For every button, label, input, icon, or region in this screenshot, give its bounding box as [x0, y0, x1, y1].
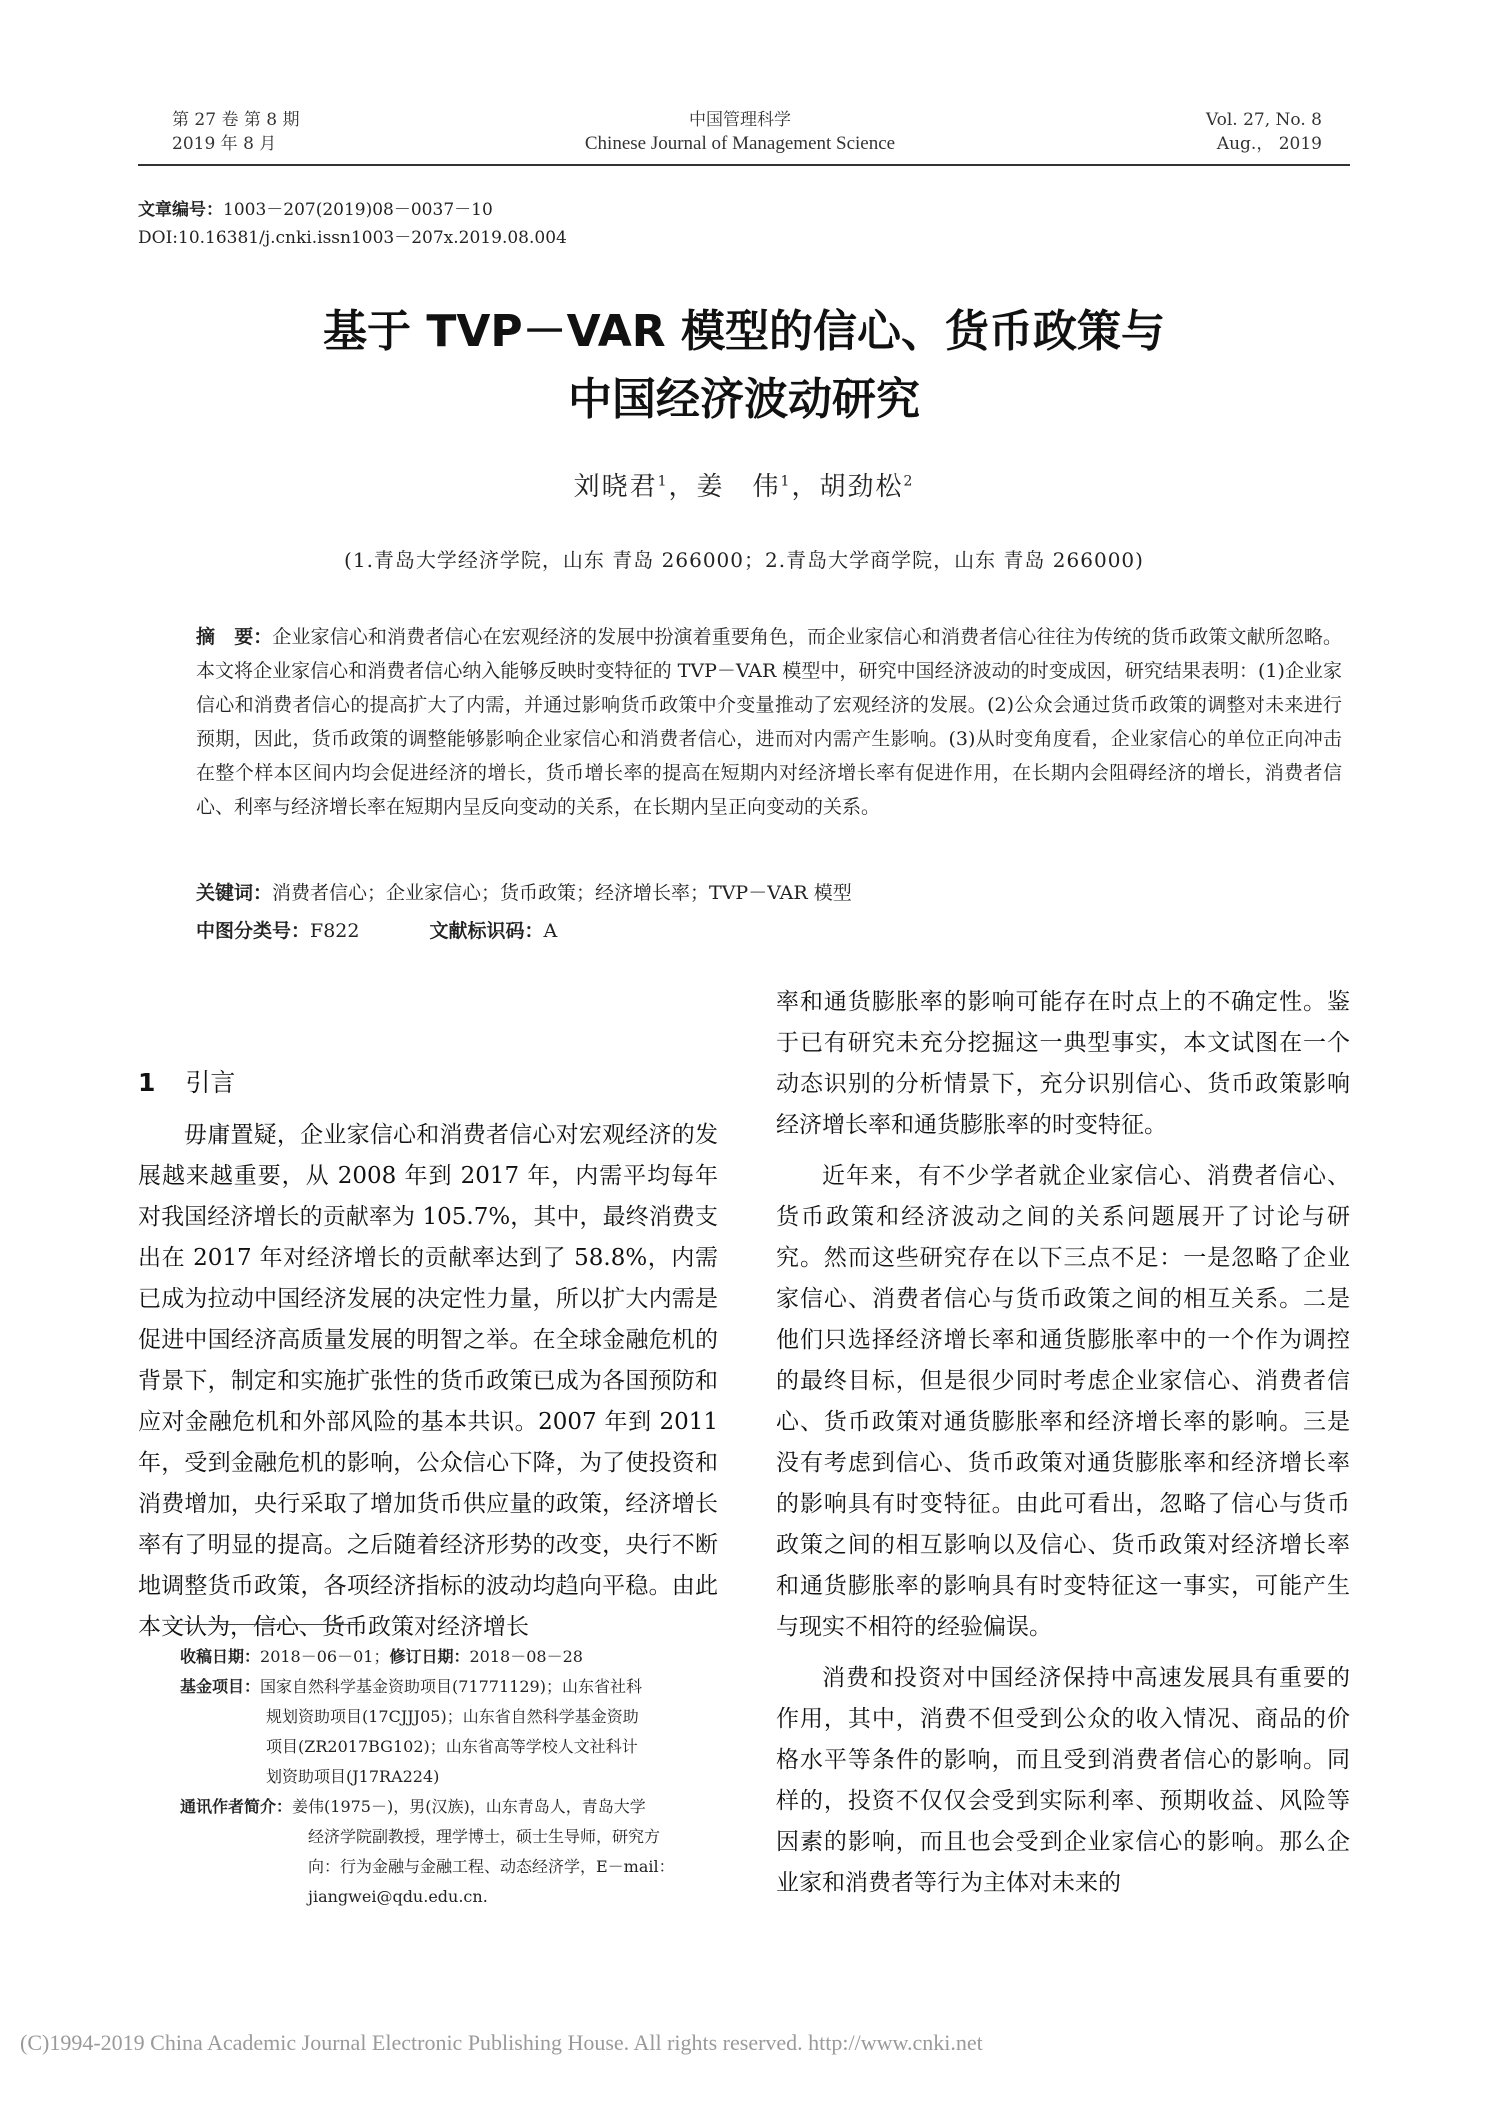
abstract-text: 企业家信心和消费者信心在宏观经济的发展中扮演着重要角色，而企业家信心和消费者信心往往为传统的货币政策文献所忽略。本文将企业家信心和消费者信心纳入能够反映时变特征的 TVP－VAR 模型中，研究中国经济波动的时变成因，研究结果表明：(1)企业家信心和消费者信心的提高扩大了内需，并通过影响货币政策中介变量推动了宏观经济的发展。(2)公众会通过货币政策的调整对未来进行预期，因此，货币政策的调整能够影响企业家信心和消费者信心，进而对内需产生影响。(3)从时变角度看，企业家信心的单位正向冲击在整个样本区间内均会促进经济的增长，货币增长率的提高在短期内对经济增长率有促进作用，在长期内会阻碍经济的增长，消费者信心、利率与经济增长率在短期内呈反向变动的关系，在长期内呈正向变动的关系。: [196, 626, 1342, 818]
revised-label: 修订日期：: [389, 1647, 470, 1666]
clc-code: F822: [310, 920, 360, 942]
keywords: [196, 876, 1342, 910]
paper-title: [138, 298, 1350, 434]
author-email: jiangwei@qdu.edu.cn.: [308, 1887, 488, 1906]
article-meta: [138, 196, 567, 252]
header-journal: [520, 108, 960, 156]
copyright-notice: (C)1994-2019 China Academic Journal Electronic Publishing House. All rights reserved. http://www.cnki.net: [20, 2030, 983, 2055]
title-line-1: 基于 TVP－VAR 模型的信心、货币政策与: [323, 306, 1165, 357]
author-3: 胡劲松: [819, 472, 904, 502]
doc-code-label: 文献标识码：: [429, 920, 544, 942]
author-bio-line: 姜伟(1975－)，男(汉族)，山东青岛人，青岛大学: [292, 1797, 646, 1816]
author-list: 刘晓君$^1$，姜 伟$^1$，胡劲松$^2$: [573, 472, 915, 502]
abstract: [196, 620, 1342, 824]
paragraph: 毋庸置疑，企业家信心和消费者信心对宏观经济的发展越来越重要，从 2008 年到 2017 年，内需平均每年对我国经济增长的贡献率为 105.7%，其中，最终消费支出在 2017 年对经济增长的贡献率达到了 58.8%，内需已成为拉动中国经济发展的决定性力量，所以扩大内需是促进中国经济高质量发展的明智之举。在全球金融危机的背景下，制定和实施扩张性的货币政策已成为各国预防和应对金融危机和外部风险的基本共识。2007 年到 2011 年，受到金融危机的影响，公众信心下降，为了使投资和消费增加，央行采取了增加货币供应量的政策，经济增长率有了明显的提高。之后随着经济形势的改变，央行不断地调整货币政策，各项经济指标的波动均趋向平稳。由此本文认为，信心、货币政策对经济增长: [138, 1122, 718, 1640]
journal-name-en: Chinese Journal of Management Science: [584, 133, 896, 154]
clc-label: 中图分类号：: [196, 920, 311, 942]
author-bio-label: 通讯作者简介：: [180, 1797, 293, 1816]
author-1-affil: 1: [657, 473, 669, 490]
fund-line: 规划资助项目(17CJJJ05)；山东省自然科学基金资助: [266, 1707, 639, 1726]
author-bio-line: 经济学院副教授，理学博士，硕士生导师，研究方: [308, 1827, 661, 1846]
article-number: 1003－207(2019)08－0037－10: [223, 200, 493, 220]
received-date: 2018－06－01；: [260, 1647, 390, 1666]
doc-code: A: [543, 920, 558, 942]
paragraph: 消费和投资对中国经济保持中高速发展具有重要的作用，其中，消费不但受到公众的收入情况、商品的价格水平等条件的影响，而且受到消费者信心的影响。同样的，投资不仅仅会受到实际利率、预期收益、风险等因素的影响，而且也会受到企业家信心的影响。那么企业家和消费者等行为主体对未来的: [776, 1665, 1350, 1896]
abstract-label: 摘 要：: [196, 626, 273, 648]
journal-name-cn: 中国管理科学: [689, 110, 791, 130]
article-number-label: 文章编号：: [138, 200, 223, 220]
footnote-divider: [164, 1624, 360, 1625]
fund-line: 项目(ZR2017BG102)；山东省高等学校人文社科计: [266, 1737, 638, 1756]
volume-issue-en: Vol. 27, No. 8: [1205, 110, 1322, 130]
right-column: [776, 982, 1350, 1904]
author-2-affil: 1: [780, 473, 792, 490]
fund-line: 划资助项目(J17RA224): [266, 1767, 440, 1786]
title-line-2: 中国经济波动研究: [568, 374, 920, 425]
author-1: 刘晓君: [573, 472, 658, 502]
keywords-text: 消费者信心；企业家信心；货币政策；经济增长率；TVP－VAR 模型: [272, 882, 852, 904]
paragraph: 率和通货膨胀率的影响可能存在时点上的不确定性。鉴于已有研究未充分挖掘这一典型事实，本文试图在一个动态识别的分析情景下，充分识别信心、货币政策影响经济增长率和通货膨胀率的时变特征。: [776, 989, 1350, 1138]
author-3-affil: 2: [903, 473, 915, 490]
section-number: 1: [138, 1068, 156, 1097]
date-en: Aug.， 2019: [1216, 134, 1322, 154]
author-bio-line: 向：行为金融与金融工程、动态经济学，E－mail：: [308, 1857, 675, 1876]
revised-date: 2018－08－28: [469, 1647, 583, 1666]
author-2: 姜 伟: [696, 472, 781, 502]
received-label: 收稿日期：: [180, 1647, 261, 1666]
affiliations: (1.青岛大学经济学院，山东 青岛 266000；2.青岛大学商学院，山东 青岛 266000): [344, 548, 1144, 572]
section-title: 引言: [185, 1068, 236, 1097]
classification: [196, 914, 557, 948]
header-volume-cn: [172, 108, 299, 156]
keywords-label: 关键词：: [196, 882, 273, 904]
paragraph: 近年来，有不少学者就企业家信心、消费者信心、货币政策和经济波动之间的关系问题展开了讨论与研究。然而这些研究存在以下三点不足：一是忽略了企业家信心、消费者信心与货币政策之间的相互关系。二是他们只选择经济增长率和通货膨胀率中的一个作为调控的最终目标，但是很少同时考虑企业家信心、消费者信心、货币政策对通货膨胀率和经济增长率的影响。三是没有考虑到信心、货币政策对通货膨胀率和经济增长率的影响具有时变特征。由此可看出，忽略了信心与货币政策之间的相互影响以及信心、货币政策对经济增长率和通货膨胀率的影响具有时变特征这一事实，可能产生与现实不相符的经验偏误。: [776, 1163, 1350, 1640]
footnote: [180, 1642, 718, 1912]
date-cn: 2019 年 8 月: [172, 134, 277, 154]
section-heading: [138, 1062, 718, 1103]
header-divider: [138, 164, 1350, 166]
left-column: [138, 1062, 718, 1648]
doi: DOI:10.16381/j.cnki.issn1003－207x.2019.08.004: [138, 228, 567, 248]
header-volume-en: [1100, 108, 1322, 156]
volume-issue-cn: 第 27 卷 第 8 期: [172, 110, 300, 130]
fund-label: 基金项目：: [180, 1677, 261, 1696]
fund-line: 国家自然科学基金资助项目(71771129)；山东省社科: [260, 1677, 642, 1696]
